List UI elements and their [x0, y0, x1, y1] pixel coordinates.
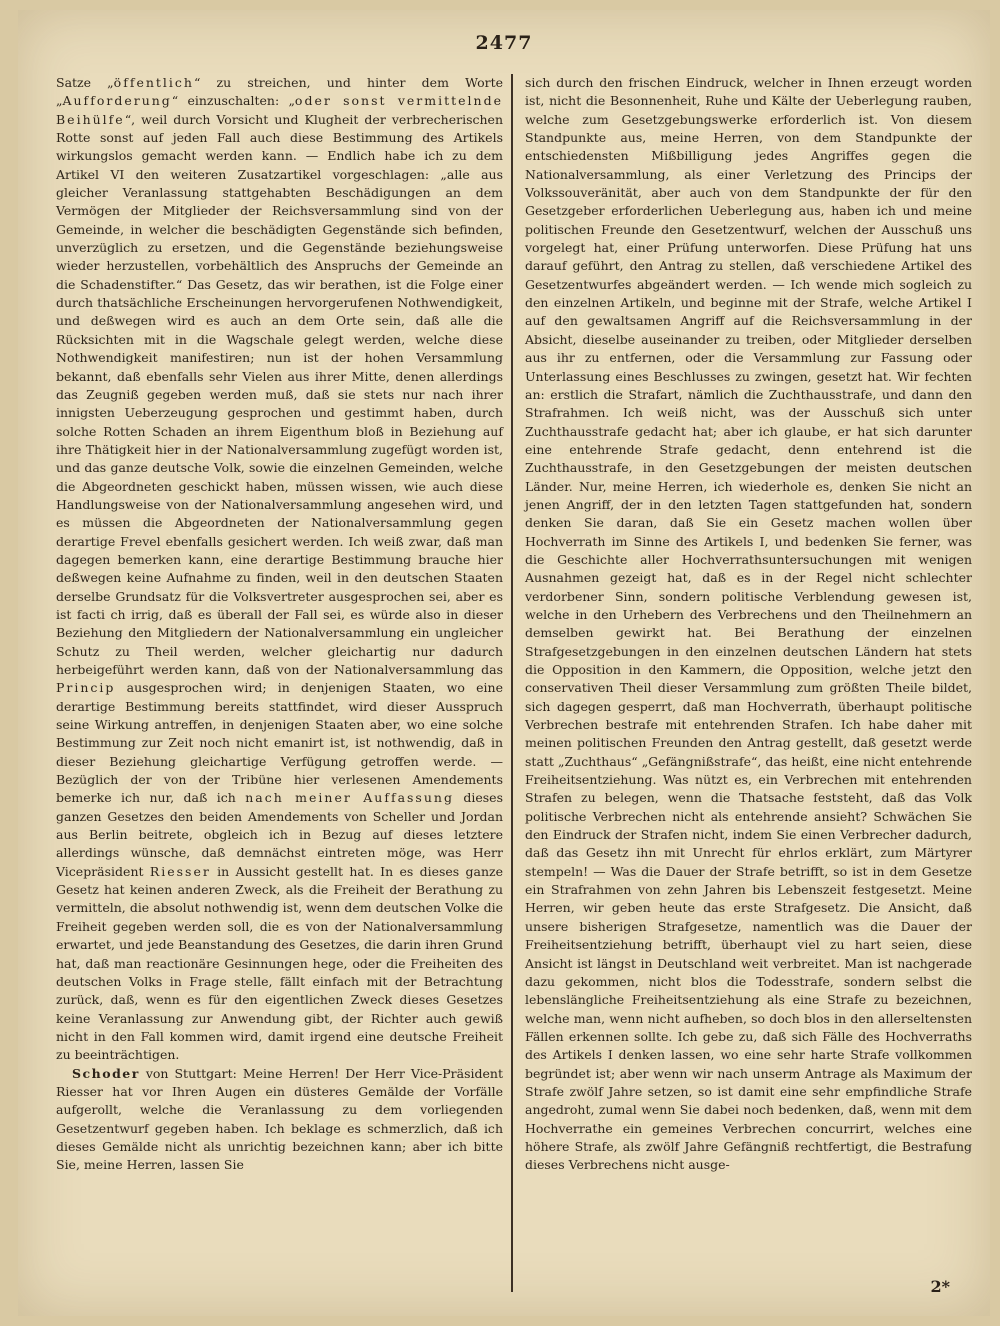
text-run: “, weil durch Vorsicht und Klugheit der verbrecherischen Rotte sonst auf jeden Fall auch diese Bestimmung des Artikels wirkungslos gemacht werden kann. — Endlich habe ich zu dem Artikel VI den weiteren Zusatzartikel vorgeschlagen: „alle aus gleicher Veranlassung stattgehabten Beschädigungen an dem Vermögen der Mitglieder der Reichsversammlung sind von der Gemeinde, in welcher die beschädigten Gegenstände sich befinden, unverzüglich zu ersetzen, und die Gegenstände beziehungsweise wieder herzustellen, vorbehältlich des Anspruchs der Gemeinde an die Schadenstifter.“ Das Gesetz, das wir berathen, ist die Folge einer durch thatsächliche Erscheinungen hervorgerufenen Nothwendigkeit, und deßwegen wird es auch an dem Orte sein, daß alle die Rücksichten mit in die Wagschale gelegt werden, welche diese Nothwendigkeit manifestiren; nun ist der hohen Versammlung bekannt, daß ebenfalls sehr Vielen aus ihrer Mitte, denen allerdings das Zeugniß gegeben werden muß, daß sie stets nur nach ihrer innigsten Ueberzeugung gesprochen und gestimmt haben, durch solche Rotten Schaden an ihrem Eigenthum bloß in Beziehung auf ihre Thätigkeit hier in der Nationalversammlung zugefügt worden ist, und das ganze deutsche Volk, sowie die einzelnen Gemeinden, welche die Abgeordneten geschickt haben, müssen wissen, wie auch diese Handlungsweise von der Nationalversammlung angesehen wird, und es müssen die Abgeordneten der Nationalversammlung gegen derartige Frevel ebenfalls gesichert werden. Ich weiß zwar, daß man dagegen bemerken kann, eine derartige Bestimmung brauche hier deßwegen keine Aufnahme zu finden, weil in den deutschen Staaten derselbe Grundsatz für die Volksvertreter ausgesprochen sei, aber es ist facti ch irrig, daß es überall der Fall sei, es würde also in dieser Beziehung den Mitgliedern der Nationalversammlung ein ungleicher Schutz zu Theil werden, welcher gleichartig nur dadurch herbeigeführt werden kann, daß von der Nationalversammlung das — [56, 111, 503, 677]
emphasis-aufforderung: Aufforderung — [62, 93, 172, 109]
emphasis-riesser: Riesser — [149, 863, 211, 879]
speaker-name: Schoder — [72, 1065, 140, 1081]
left-column — [56, 74, 503, 1175]
text-run: dieses ganzen Gesetzes den beiden Amendements von Scheller und Jordan aus Berlin beitrete, obgleich ich in Bezug auf dieses letztere allerdings wünsche, daß demnächst eintreten möge, was Herr Vicepräsident — [56, 790, 503, 879]
left-paragraph-2 — [56, 1065, 503, 1175]
text-run: “ zu streichen, und hinter dem Worte „ — [56, 75, 503, 109]
emphasis-beihuelfe: oder sonst vermittelnde Beihülfe — [56, 93, 503, 127]
left-paragraph-1 — [56, 74, 503, 1065]
column-divider — [511, 74, 513, 1292]
emphasis-oeffentlich: öffentlich — [113, 75, 194, 90]
text-run: Satze „ — [56, 75, 114, 90]
right-column — [525, 74, 972, 1175]
emphasis-princip: Princip — [56, 680, 116, 696]
text-run: von Stuttgart: Meine Herren! Der Herr Vice-Präsident Riesser hat vor Ihren Augen ein düsteres Gemälde der Vorfälle aufgerollt, welche die Veranlassung zu dem vorliegenden Gesetzentwurf gegeben haben. Ich beklage es schmerzlich, daß ich dieses Gemälde nicht als unrichtig bezeichnen kann; aber ich bitte Sie, meine Herren, lassen Sie — [56, 1065, 503, 1173]
page-number: 2477 — [475, 32, 533, 54]
newspaper-page — [18, 10, 990, 1316]
right-paragraph: sich durch den frischen Eindruck, welcher in Ihnen erzeugt worden ist, nicht die Besonnenheit, Ruhe und Kälte der Ueberlegung rauben, welche zum Gesetzgebungswerke erforderlich ist. Von diesem Standpunkte aus, meine Herren, von dem Standpunkte der entschiedensten Mißbilligung jedes Angriffes gegen die Nationalversammlung, als einer Verletzung des Princips der Volkssouveränität, aber auch von dem Standpunkte der für den Gesetzgeber erforderlichen Ueberlegung aus, haben ich und meine politischen Freunde den Gesetzentwurf, welchen der Ausschuß uns vorgelegt hat, einer Prüfung unterworfen. Diese Prüfung hat uns darauf geführt, den Antrag zu stellen, daß verschiedene Artikel des Gesetzentwurfes abgeändert werden. — Ich wende mich sogleich zu den einzelnen Artikeln, und beginne mit der Strafe, welche Artikel I auf den gewaltsamen Angriff auf die Reichsversammlung in der Absicht, dieselbe auseinander zu treiben, oder Mitglieder derselben aus ihr zu entfernen, oder die Versammlung zur Fassung oder Unterlassung eines Beschlusses zu zwingen, gesetzt hat. Wir fechten an: erstlich die Strafart, nämlich die Zuchthausstrafe, und dann den Strafrahmen. Ich weiß nicht, was der Ausschuß sich unter Zuchthausstrafe gedacht hat; aber ich glaube, er hat sich darunter eine entehrende Strafe gedacht, denn entehrend ist die Zuchthausstrafe, in den Gesetzgebungen der meisten deutschen Länder. Nur, meine Herren, ich wiederhole es, denken Sie nicht an jenen Angriff, der in den letzten Tagen stattgefunden hat, sondern denken Sie daran, daß Sie ein Gesetz machen wollen über Hochverrath im Sinne des Artikels I, und bedenken Sie ferner, was die Geschichte aller Hochverrathsuntersuchungen mit wenigen Ausnahmen gezeigt hat, daß es in der Regel nicht schlechter verdorbener Sinn, sondern politische Verblendung gewesen ist, welche in den Urhebern des Verbrechens und den Theilnehmern an demselben gewirkt hat. Bei Berathung der einzelnen Strafgesetzgebungen in den einzelnen deutschen Ländern hat stets die Opposition in den Kammern, die Opposition, welche jetzt den conservativen Theil dieser Versammlung zum größten Theile bildet, sich dagegen gesperrt, daß man Hochverrath, überhaupt politische Verbrechen bestrafe mit entehrenden Strafen. Ich habe daher mit meinen politischen Freunden den Antrag gestellt, daß gesetzt werde statt „Zuchthaus“ „Gefängnißstrafe“, das heißt, eine nicht entehrende Freiheitsentziehung. Was nützt es, ein Verbrechen mit entehrenden Strafen zu belegen, wenn die Thatsache feststeht, daß das Volk politische Verbrechen nicht als entehrende ansieht? Schwächen Sie den Eindruck der Strafen nicht, indem Sie einen Verbrecher dadurch, daß das Gesetz ihn mit Unrecht für ehrlos erklärt, zum Märtyrer stempeln! — Was die Dauer der Strafe betrifft, so ist in dem Gesetze ein Strafrahmen von zehn Jahren bis Lebenszeit festgesetzt. Meine Herren, wir geben heute das erste Strafgesetz. Die Ansicht, daß unsere bisherigen Strafgesetze, namentlich was die Dauer der Freiheitsentziehung betrifft, überhaupt viel zu hart seien, diese Ansicht ist längst in Deutschland weit verbreitet. Man ist nachgerade dazu gekommen, nicht blos die Todesstrafe, sondern selbst die lebenslängliche Freiheitsentziehung als eine Strafe zu bezeichnen, welche man, wenn nicht aufheben, so doch blos in den allerseltensten Fällen erkennen sollte. Ich gebe zu, daß sich Fälle des Hochverraths des Artikels I denken lassen, wo eine sehr harte Strafe vollkommen begründet ist; aber wenn wir nach unserm Antrage als Maximum der Strafe zwölf Jahre setzen, so ist damit eine sehr empfindliche Strafe angedroht, zumal wenn Sie dabei noch bedenken, daß, wenn mit dem Hochverrathe ein gemeines Verbrechen concurrirt, welches eine höhere Strafe, als zwölf Jahre Gefängniß rechtfertigt, die Bestrafung dieses Verbrechens nicht ausge- — [525, 75, 972, 1173]
emphasis-auffassung: nach meiner Auffassung — [245, 790, 454, 806]
text-run: ausgesprochen wird; in denjenigen Staaten, wo eine derartige Bestimmung bereits stattfindet, wird dieser Ausspruch seine Wirkung antreffen, in denjenigen Staaten aber, wo eine solche Bestimmung zur Zeit noch nicht emanirt ist, ist nothwendig, daß in dieser Beziehung gleichartige Verfügung getroffen werde. — Bezüglich der von der Tribüne hier verlesenen Amendements bemerke ich nur, daß ich — [56, 680, 503, 806]
text-run: “ einzuschalten: „ — [171, 93, 295, 109]
text-run: in Aussicht gestellt hat. In es dieses ganze Gesetz hat keinen anderen Zweck, als die Freiheit der Berathung zu vermitteln, die absolut nothwendig ist, wenn dem deutschen Volke die Freiheit gegeben werden soll, die es von der Nationalversammlung erwartet, und jede Beanstandung des Gesetzes, die darin ihren Grund hat, daß man reactionäre Gesinnungen hege, oder die Freiheiten des deutschen Volks in Frage stelle, fällt einfach mit der Betrachtung zurück, daß, wenn es für den eigentlichen Zweck dieses Gesetzes keine Veranlassung zur Anwendung gibt, der Richter auch gewiß nicht in den Fall kommen wird, damit irgend eine deutsche Freiheit zu beeinträchtigen. — [56, 863, 503, 1063]
signature-mark: 2* — [930, 1277, 950, 1296]
